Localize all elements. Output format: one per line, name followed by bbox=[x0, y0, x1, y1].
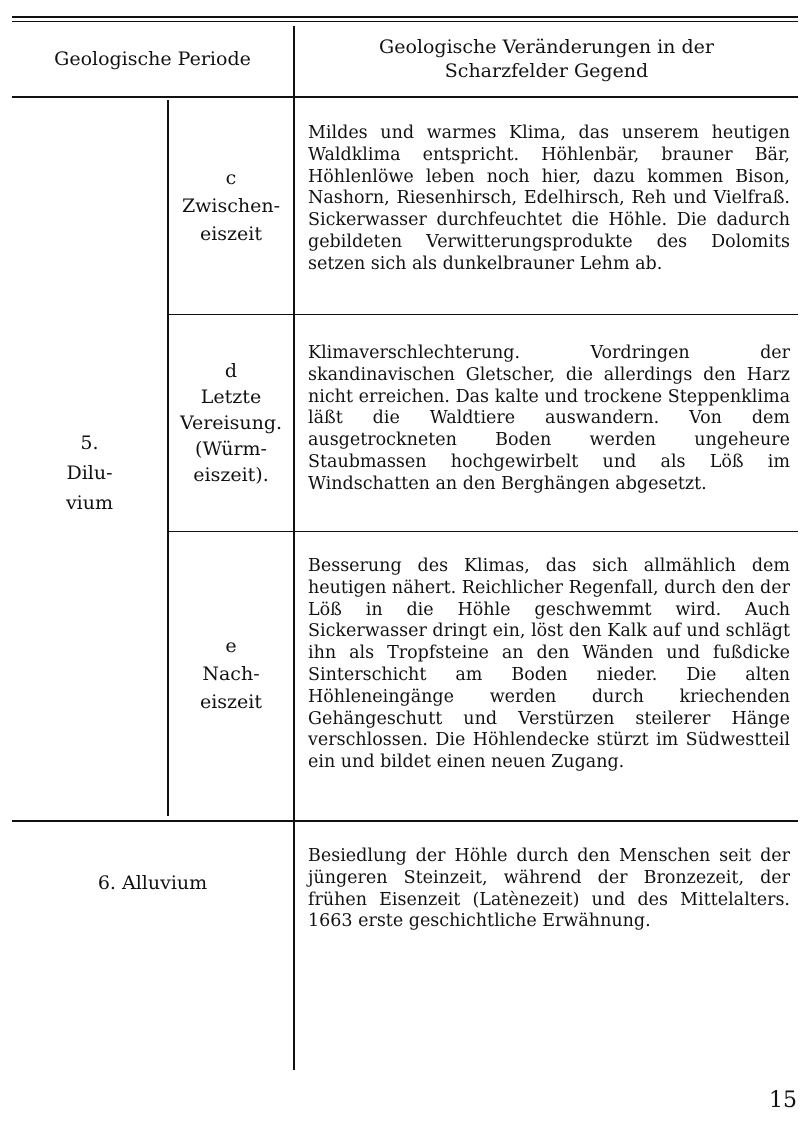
top-rule-thick bbox=[12, 16, 798, 18]
main-column-rule bbox=[293, 26, 295, 1070]
alluvium-description: Besiedlung der Höhle durch den Menschen seit der jüngeren Steinzeit, während der Bronzezeit, der frühen Eisenzeit (Latènezeit) und des Mittelalters. 1663 erste geschichtliche Erwähnung. bbox=[308, 846, 790, 932]
subperiod-d bbox=[169, 315, 293, 531]
diluvium-label-line1: Dilu- bbox=[66, 462, 113, 484]
diluvium-number: 5. bbox=[80, 432, 99, 454]
header-changes-line1: Geologische Veränderungen in der bbox=[379, 36, 714, 58]
subperiod-d-name-line1: Letzte bbox=[200, 386, 262, 408]
header-changes-line2: Scharzfelder Gegend bbox=[444, 60, 649, 82]
subperiod-c bbox=[169, 98, 293, 314]
subperiod-d-letter: d bbox=[224, 360, 238, 382]
subperiod-c-name-line2: eiszeit bbox=[199, 223, 263, 245]
period-diluvium bbox=[12, 98, 167, 820]
subperiod-d-name-line2: Vereisung. bbox=[179, 412, 283, 434]
subperiod-e-text bbox=[308, 556, 790, 774]
period-alluvium bbox=[12, 823, 293, 943]
subperiod-e-name-line1: Nach- bbox=[202, 663, 260, 685]
subperiod-c-name-line1: Zwischen- bbox=[181, 195, 281, 217]
diluvium-bottom-rule bbox=[12, 820, 798, 822]
subperiod-c-description: Mildes und warmes Klima, das unserem heutigen Waldklima entspricht. Höhlenbär, brauner Bär, Höhlenlöwe leben noch hier, dazu kommen Bison, Nashorn, Riesenhirsch, Edelhirsch, Reh und Vielfraß. Sickerwasser durchfeuchtet die Höhle. Die dadurch gebildeten Verwitterungsprodukte des Dolomits setzen sich als dunkelbrauner Lehm ab. bbox=[308, 123, 790, 274]
subperiod-d-description: Klimaverschlechterung. Vordringen der skandinavischen Gletscher, die allerdings den Harz nicht erreichen. Das kalte und trockene Steppenklima läßt die Waldtiere auswandern. Von dem ausgetrockneten Boden werden ungeheure Staubmassen hochgewirbelt und als Löß im Windschatten an den Berghängen abgesetzt. bbox=[308, 343, 790, 494]
subperiod-c-text bbox=[308, 123, 790, 276]
subperiod-d-name-line4: eiszeit). bbox=[193, 464, 269, 486]
subperiod-d-name-line3: (Würm- bbox=[195, 438, 267, 460]
subperiod-d-text bbox=[308, 343, 790, 496]
alluvium-label: 6. Alluvium bbox=[97, 872, 208, 894]
subperiod-e-description: Besserung des Klimas, das sich allmählich dem heutigen nähert. Reichlicher Regenfall, durch den der Löß in die Höhle geschwemmt wird. Auch Sickerwasser dringt ein, löst den Kalk auf und schlägt ihn als Tropfsteine an den Wänden und fußdicke Sinterschicht am Boden nieder. Die alten Höhleneingänge werden durch kriechenden Gehängeschutt und Verstürzen steilerer Hänge verschlossen. Die Höhlendecke stürzt im Südwestteil ein und bildet einen neuen Zugang. bbox=[308, 556, 790, 773]
subperiod-c-letter: c bbox=[225, 167, 237, 189]
subperiod-e-name-line2: eiszeit bbox=[199, 691, 263, 713]
alluvium-text bbox=[308, 846, 790, 933]
header-changes bbox=[295, 22, 798, 96]
page-number: 15 bbox=[769, 1088, 797, 1113]
header-period-label: Geologische Periode bbox=[54, 48, 251, 70]
diluvium-label-line2: vium bbox=[65, 492, 114, 514]
subperiod-e bbox=[169, 532, 293, 816]
header-period bbox=[12, 22, 293, 96]
subperiod-e-letter: e bbox=[225, 635, 237, 657]
